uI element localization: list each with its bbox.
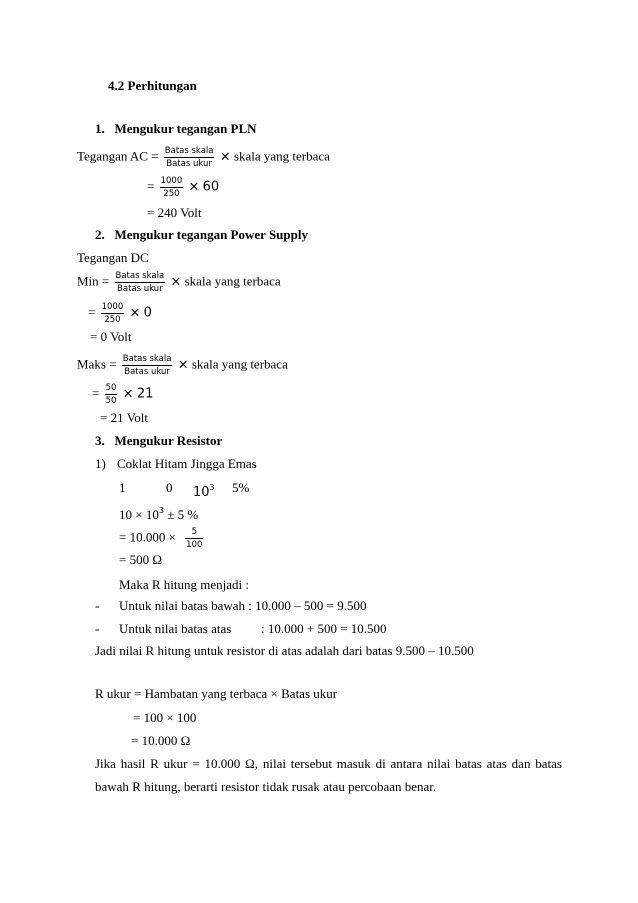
fraction bbox=[101, 302, 125, 325]
fraction bbox=[160, 176, 184, 199]
fraction bbox=[122, 354, 173, 377]
times-sign: × bbox=[129, 305, 141, 321]
exponent: 3 bbox=[158, 506, 164, 515]
color-code-4: 5% bbox=[232, 480, 250, 495]
frac-den: 250 bbox=[104, 315, 121, 325]
eq-min-line2 bbox=[88, 302, 152, 325]
frac-num: Batas skala bbox=[115, 271, 165, 281]
eq-lhs: Tegangan AC = bbox=[77, 148, 159, 164]
eq-value: 0 bbox=[143, 305, 152, 321]
exponent: 3 bbox=[209, 483, 215, 492]
eq-lhs: Maks = bbox=[77, 356, 117, 372]
times-sign: × bbox=[122, 386, 134, 402]
base: 10 bbox=[193, 485, 210, 500]
eq-min-result: = 0 Volt bbox=[90, 329, 132, 344]
eq-min-line1 bbox=[77, 271, 281, 294]
frac-den: Batas ukur bbox=[166, 159, 212, 169]
calc-b: ± 5 % bbox=[167, 507, 199, 522]
final-paragraph-line2: bawah R hitung, berarti resistor tidak rusak atau percobaan benar. bbox=[95, 779, 437, 794]
frac-num: Batas skala bbox=[122, 354, 172, 364]
times-sign: × bbox=[188, 179, 200, 195]
calc-a: = 10.000 × bbox=[119, 529, 176, 545]
batas-atas-value: : 10.000 + 500 = 10.500 bbox=[261, 621, 387, 636]
r-ukur-result: = 10.000 Ω bbox=[131, 733, 191, 748]
frac-num: 1000 bbox=[160, 176, 183, 186]
eq-tail: skala yang terbaca bbox=[191, 356, 288, 372]
r-hitung-intro: Maka R hitung menjadi : bbox=[119, 577, 249, 592]
calc-a: 10 × 10 bbox=[119, 507, 159, 522]
frac-den: Batas ukur bbox=[117, 284, 163, 294]
calc-line3: = 500 Ω bbox=[119, 552, 162, 567]
frac-num: 5 bbox=[185, 527, 203, 539]
times-sign: × bbox=[219, 149, 231, 165]
eq-ac-result: = 240 Volt bbox=[147, 205, 202, 220]
eq-sign: = bbox=[88, 304, 96, 320]
eq-max-line1 bbox=[77, 354, 288, 377]
fraction bbox=[185, 527, 203, 550]
r-ukur-formula: R ukur = Hambatan yang terbaca × Batas ukur bbox=[95, 686, 338, 701]
times-sign: × bbox=[177, 357, 189, 373]
frac-den: 100 bbox=[186, 540, 203, 550]
eq-max-result: = 21 Volt bbox=[100, 410, 149, 425]
conclusion-r-hitung: Jadi nilai R hitung untuk resistor di atas adalah dari batas 9.500 – 10.500 bbox=[95, 643, 474, 658]
dash-bullet: - bbox=[95, 598, 100, 613]
dash-bullet: - bbox=[95, 621, 100, 636]
fraction bbox=[164, 146, 215, 169]
eq-sign: = bbox=[92, 385, 100, 401]
final-paragraph-line1: Jika hasil R ukur = 10.000 Ω, nilai tersebut masuk di antara nilai batas atas dan batas bbox=[95, 756, 562, 771]
eq-sign: = bbox=[147, 178, 155, 194]
list-item-1-text: Coklat Hitam Jingga Emas bbox=[117, 456, 257, 471]
frac-num: 50 bbox=[105, 383, 117, 393]
frac-den: 250 bbox=[163, 189, 180, 199]
fraction bbox=[105, 383, 118, 406]
section-title: 4.2 Perhitungan bbox=[108, 78, 197, 93]
eq-max-line2 bbox=[92, 383, 153, 406]
heading-pln: 1. Mengukur tegangan PLN bbox=[95, 121, 257, 136]
calc-line1 bbox=[119, 503, 198, 523]
eq-tail: skala yang terbaca bbox=[184, 273, 281, 289]
eq-ac-line1 bbox=[77, 146, 330, 169]
eq-value: 21 bbox=[136, 386, 154, 402]
batas-bawah: Untuk nilai batas bawah : 10.000 – 500 = 9.500 bbox=[119, 598, 367, 613]
frac-num: Batas skala bbox=[164, 146, 214, 156]
subheading-dc: Tegangan DC bbox=[77, 250, 149, 265]
color-code-1: 1 bbox=[119, 480, 126, 495]
frac-num: 1000 bbox=[101, 302, 124, 312]
heading-resistor: 3. Mengukur Resistor bbox=[95, 433, 223, 448]
frac-den: 50 bbox=[105, 396, 117, 406]
list-item-1-number: 1) bbox=[95, 456, 106, 471]
calc-line2 bbox=[119, 527, 205, 550]
fraction bbox=[115, 271, 166, 294]
heading-power-supply: 2. Mengukur tegangan Power Supply bbox=[95, 227, 308, 242]
eq-lhs: Min = bbox=[77, 273, 110, 289]
eq-value: 60 bbox=[202, 179, 220, 195]
color-code-2: 0 bbox=[166, 480, 173, 495]
r-ukur-step: = 100 × 100 bbox=[133, 710, 197, 725]
eq-ac-line2 bbox=[147, 176, 219, 199]
batas-atas-label: Untuk nilai batas atas bbox=[119, 621, 232, 636]
times-sign: × bbox=[170, 274, 182, 290]
frac-den: Batas ukur bbox=[124, 367, 170, 377]
color-code-3 bbox=[193, 480, 215, 501]
eq-tail: skala yang terbaca bbox=[233, 148, 330, 164]
